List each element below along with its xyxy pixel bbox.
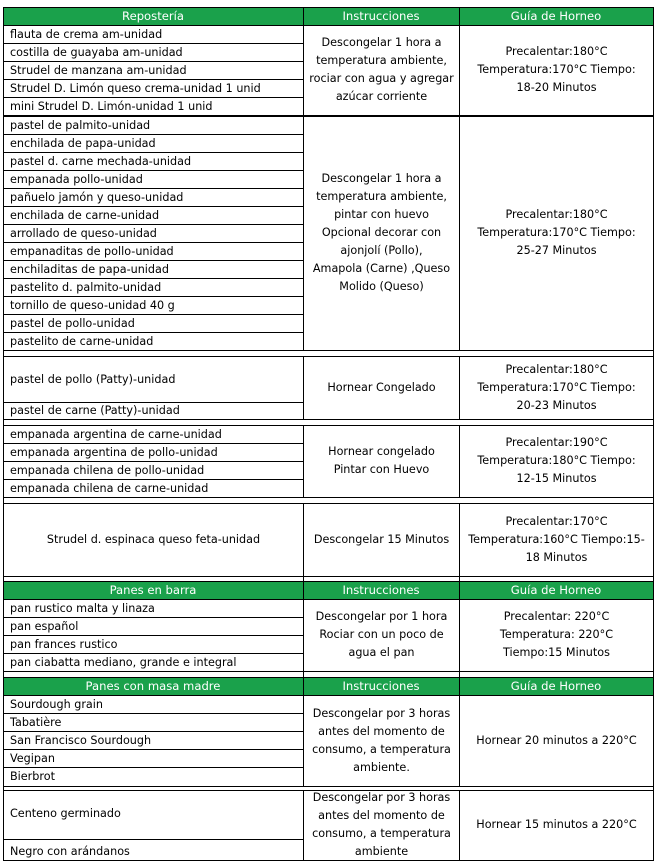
column-divider — [3, 677, 4, 696]
product-name: pastelito de carne-unidad — [10, 334, 154, 348]
column-divider — [3, 581, 4, 600]
column-divider — [303, 425, 304, 498]
header-instructions: Instrucciones — [303, 581, 459, 599]
product-name: costilla de guayaba am-unidad — [10, 45, 183, 59]
product-name: pastel de carne (Patty)-unidad — [10, 404, 180, 417]
column-divider — [303, 25, 304, 116]
column-divider — [3, 695, 4, 861]
instructions-text — [304, 356, 459, 419]
baking-guide-text — [460, 503, 653, 576]
baking-guide-label: Precalentar:180°C Temperatura:170°C Tiempo: 25-27 Minutos — [477, 208, 636, 257]
row-divider — [3, 7, 654, 8]
instructions-text — [304, 503, 459, 576]
product-name: Strudel D. Limón queso crema-unidad 1 unid — [10, 81, 261, 95]
instructions-text — [304, 790, 459, 860]
product-name: pan frances rustico — [10, 637, 118, 651]
row-divider — [3, 503, 654, 504]
header-instructions: Instrucciones — [303, 677, 459, 695]
product-name: Tabatière — [10, 715, 62, 729]
column-divider — [3, 599, 4, 672]
product-name: Bierbrot — [10, 770, 55, 783]
header-product: Panes con masa madre — [3, 677, 303, 695]
column-divider — [303, 599, 304, 672]
product-name: empanada chilena de carne-unidad — [10, 481, 209, 495]
product-name: empanada argentina de carne-unidad — [10, 427, 222, 441]
column-divider — [459, 25, 460, 116]
column-divider — [303, 581, 304, 600]
row-divider — [3, 599, 654, 600]
instructions-label: Descongelar 1 hora a temperatura ambiente, pintar con huevo Opcional decorar con ajonjolí (Pollo), Amapola (Carne) ,Queso Molido (Queso) — [312, 172, 451, 293]
product-name: arrollado de queso-unidad — [10, 226, 157, 240]
row-divider — [3, 116, 654, 117]
instructions-text — [304, 116, 459, 350]
column-divider — [303, 7, 304, 26]
product-name: enchiladitas de papa-unidad — [10, 262, 169, 276]
product-name: pastelito d. palmito-unidad — [10, 280, 162, 294]
row-divider — [3, 860, 654, 861]
product-name: Strudel de manzana am-unidad — [10, 63, 187, 77]
product-name: empanada argentina de pollo-unidad — [10, 445, 218, 459]
instructions-label: Descongelar por 3 horas antes del momento de consumo, a temperatura ambiente — [312, 791, 451, 858]
row-divider — [3, 839, 304, 840]
column-divider — [3, 7, 4, 26]
baking-guide-text — [460, 25, 653, 115]
baking-guide-text — [460, 695, 653, 786]
product-name: tornillo de queso-unidad 40 g — [10, 298, 175, 312]
row-divider — [3, 356, 654, 357]
instructions-text — [304, 599, 459, 671]
baking-guide-text — [460, 599, 653, 671]
row-divider — [3, 350, 654, 351]
product-name: flauta de crema am-unidad — [10, 27, 163, 41]
column-divider — [3, 25, 4, 577]
column-divider — [459, 356, 460, 420]
column-divider — [303, 503, 304, 577]
row-divider — [3, 425, 654, 426]
product-name: empanaditas de pollo-unidad — [10, 244, 174, 258]
header-product: Repostería — [3, 7, 303, 25]
baking-guide-label: Precalentar: 220°C Temperatura: 220°C Tiempo:15 Minutos — [499, 610, 614, 659]
product-name: pañuelo jamón y queso-unidad — [10, 190, 184, 204]
product-name: pastel de palmito-unidad — [10, 118, 151, 132]
column-divider — [459, 677, 460, 696]
instructions-text — [304, 695, 459, 786]
product-name: pan ciabatta mediano, grande e integral — [10, 655, 237, 669]
baking-guide-text — [460, 356, 653, 419]
instructions-label: Hornear Congelado — [327, 380, 436, 394]
product-name: empanada chilena de pollo-unidad — [10, 463, 205, 477]
product-name: Strudel d. espinaca queso feta-unidad — [46, 533, 261, 546]
header-instructions: Instrucciones — [303, 7, 459, 25]
column-divider — [303, 677, 304, 696]
column-divider — [459, 503, 460, 577]
product-name: mini Strudel D. Limón-unidad 1 unid — [10, 99, 213, 113]
column-divider — [303, 356, 304, 420]
baking-guide-label: Precalentar:180°C Temperatura:170°C Tiempo: 18-20 Minutos — [477, 45, 636, 94]
row-divider — [3, 419, 654, 420]
product-name: pan español — [10, 619, 79, 633]
product-name: pastel d. carne mechada-unidad — [10, 154, 192, 168]
instructions-text — [304, 425, 459, 497]
row-divider — [3, 581, 654, 582]
instructions-label: Hornear congelado Pintar con Huevo — [328, 445, 435, 476]
instructions-label: Descongelar por 3 horas antes del momento de consumo, a temperatura ambiente. — [312, 706, 451, 774]
row-divider — [3, 25, 654, 26]
row-divider — [3, 790, 654, 791]
product-name: pan rustico malta y linaza — [10, 601, 155, 615]
column-divider — [653, 25, 654, 577]
baking-guide-text — [460, 116, 653, 350]
product-name: pastel de pollo (Patty)-unidad — [10, 373, 176, 386]
row-divider — [3, 497, 654, 498]
product-name: Vegipan — [10, 751, 55, 765]
product-name: Sourdough grain — [10, 697, 103, 711]
baking-guide-label: Precalentar:170°C Temperatura:160°C Tiempo:15- 18 Minutos — [468, 514, 645, 564]
header-guide: Guía de Horneo — [459, 7, 653, 25]
column-divider — [653, 7, 654, 26]
column-divider — [653, 599, 654, 672]
row-divider — [3, 576, 654, 577]
baking-guide-text — [460, 425, 653, 497]
baking-guide-text — [460, 790, 653, 860]
column-divider — [303, 116, 304, 351]
baking-guide-label: Precalentar:180°C Temperatura:170°C Tiempo: 20-23 Minutos — [477, 362, 636, 412]
column-divider — [459, 599, 460, 672]
product-name: empanada pollo-unidad — [10, 172, 143, 186]
instructions-text — [304, 25, 459, 115]
column-divider — [459, 116, 460, 351]
column-divider — [653, 677, 654, 696]
header-guide: Guía de Horneo — [459, 581, 653, 599]
row-divider — [3, 695, 654, 696]
column-divider — [459, 695, 460, 787]
product-name: Centeno germinado — [10, 807, 121, 820]
baking-guide-label: Precalentar:190°C Temperatura:180°C Tiempo: 12-15 Minutos — [477, 436, 636, 485]
row-divider — [3, 671, 654, 672]
product-name: San Francisco Sourdough — [10, 733, 152, 747]
baking-guide-label: Hornear 15 minutos a 220°C — [476, 818, 637, 831]
header-guide: Guía de Horneo — [459, 677, 653, 695]
row-divider — [3, 677, 654, 678]
product-name: enchilada de carne-unidad — [10, 208, 160, 222]
column-divider — [459, 425, 460, 498]
column-divider — [303, 695, 304, 787]
column-divider — [459, 581, 460, 600]
row-divider — [3, 786, 654, 787]
header-product: Panes en barra — [3, 581, 303, 599]
baking-guide-label: Hornear 20 minutos a 220°C — [476, 733, 637, 747]
instructions-label: Descongelar 15 Minutos — [313, 532, 450, 546]
product-name: pastel de pollo-unidad — [10, 316, 135, 330]
instructions-label: Descongelar por 1 hora Rociar con un poco de agua el pan — [315, 610, 448, 659]
product-name: Negro con arándanos — [10, 844, 130, 858]
column-divider — [459, 7, 460, 26]
column-divider — [653, 695, 654, 861]
column-divider — [653, 581, 654, 600]
column-divider — [459, 790, 460, 861]
column-divider — [303, 790, 304, 861]
instructions-label: Descongelar 1 hora a temperatura ambiente, rociar con agua y agregar azúcar corriente — [309, 36, 454, 103]
product-name: enchilada de papa-unidad — [10, 136, 156, 150]
